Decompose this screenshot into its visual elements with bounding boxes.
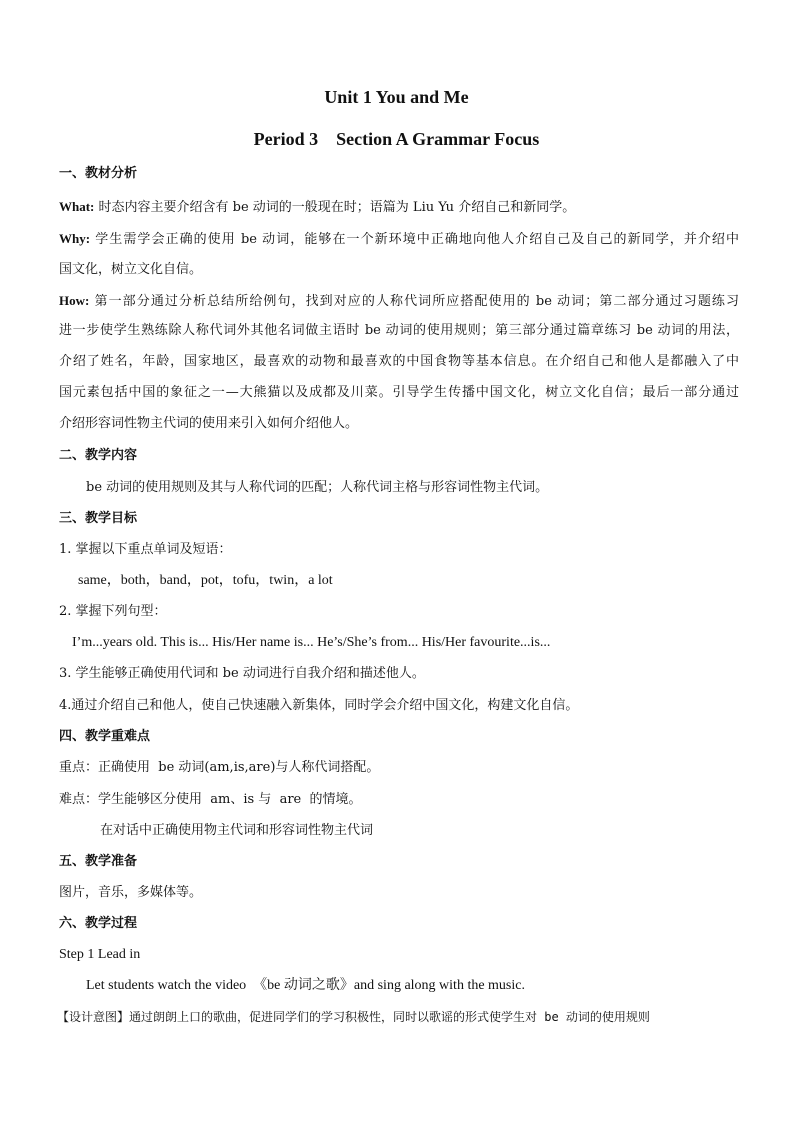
how-text-3: 介绍了姓名，年龄，国家地区，最喜欢的动物和最喜欢的中国食物等基本信息。在介绍自己和他人是都融入了中 <box>59 354 739 369</box>
how-paragraph-line-1 <box>59 292 739 311</box>
why-paragraph-line-1 <box>59 230 739 249</box>
how-text-5: 介绍形容词性物主代词的使用来引入如何介绍他人。 <box>59 416 359 431</box>
why-text-2: 国文化，树立文化自信。 <box>59 262 203 277</box>
step-1-text: Let students watch the video 《be 动词之歌》and sing along with the music. <box>86 978 525 993</box>
section-heading-preparation: 五、教学准备 <box>59 854 138 869</box>
section-heading-content: 二、教学内容 <box>59 448 138 463</box>
goal-4: 4.通过介绍自己和他人，使自己快速融入新集体，同时学会介绍中国文化，构建文化自信。 <box>59 698 579 713</box>
section-heading-process: 六、教学过程 <box>59 916 138 931</box>
goal-2-sentences: I’m...years old. This is... His/Her name is... He’s/She’s from... His/Her favourite...is... <box>72 635 551 650</box>
how-label: How: <box>59 293 90 308</box>
why-label: Why: <box>59 231 91 246</box>
why-text-1: 学生需学会正确的使用 be 动词，能够在一个新环境中正确地向他人介绍自己及自己的新同学，并介绍中 <box>90 232 739 247</box>
goal-1-words: same，both，band，pot，tofu，twin，a lot <box>78 573 333 588</box>
section-heading-key-points: 四、教学重难点 <box>59 729 151 744</box>
how-text-1: 第一部分通过分析总结所给例句，找到对应的人称代词所应搭配使用的 be 动词；第二部分通过习题练习 <box>89 294 739 309</box>
goal-3: 3. 学生能够正确使用代词和 be 动词进行自我介绍和描述他人。 <box>59 666 425 681</box>
document-title: Unit 1 You and Me <box>324 87 469 107</box>
content-text: be 动词的使用规则及其与人称代词的匹配；人称代词主格与形容词性物主代词。 <box>86 480 549 495</box>
step-1-heading: Step 1 Lead in <box>59 947 141 962</box>
preparation-text: 图片，音乐，多媒体等。 <box>59 885 203 900</box>
how-text-2: 进一步使学生熟练除人称代词外其他名词做主语时 be 动词的使用规则；第三部分通过篇章练习 be 动词的用法， <box>59 323 739 338</box>
what-text: 时态内容主要介绍含有 be 动词的一般现在时；语篇为 Liu Yu 介绍自己和新同学。 <box>94 200 576 215</box>
design-intent: 【设计意图】通过朗朗上口的歌曲，促进同学们的学习积极性，同时以歌谣的形式使学生对 be 动词的使用规则 <box>57 1010 650 1024</box>
difficulty: 难点：学生能够区分使用 am、is 与 are 的情境。 <box>59 792 362 807</box>
goal-2: 2. 掌握下列句型： <box>59 604 167 619</box>
difficulty-2: 在对话中正确使用物主代词和形容词性物主代词 <box>100 823 374 838</box>
goal-1: 1. 掌握以下重点单词及短语： <box>59 542 232 557</box>
key-point: 重点：正确使用 be 动词(am,is,are)与人称代词搭配。 <box>59 760 380 775</box>
how-text-4: 国元素包括中国的象征之一—大熊猫以及成都及川菜。引导学生传播中国文化，树立文化自信；最后一部分通过 <box>59 385 739 400</box>
what-label: What: <box>59 199 95 214</box>
section-heading-analysis: 一、教材分析 <box>59 166 138 181</box>
section-heading-objectives: 三、教学目标 <box>59 511 138 526</box>
what-paragraph <box>59 198 739 217</box>
document-subtitle: Period 3 Section A Grammar Focus <box>253 129 540 149</box>
